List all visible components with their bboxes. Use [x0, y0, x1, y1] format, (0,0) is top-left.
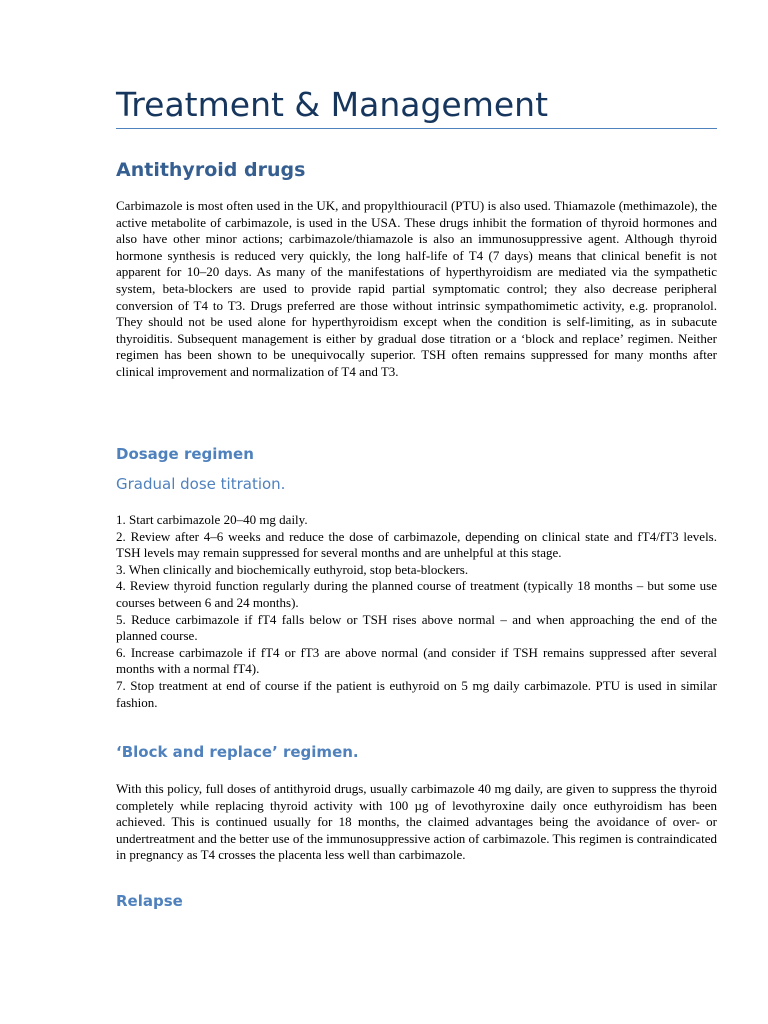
intro-paragraph: Carbimazole is most often used in the UK, and propylthiouracil (PTU) is also used. Thiamazole (methimazole), the active metabolite of carbimazole, is used in the USA. These drugs inhibit the formation of thyroid hormones and also have other minor actions; carbimazole/thiamazole is also an immunosuppressive agent. Although thyroid hormone synthesis is reduced very quickly, the long half-life of T4 (7 days) means that clinical benefit is not apparent for 10–20 days. As many of the manifestations of hyperthyroidism are mediated via the sympathetic system, beta-blockers are used to provide rapid partial symptomatic control; they also decrease peripheral conversion of T4 to T3. Drugs preferred are those without intrinsic sympathomimetic activity, e.g. propranolol. They should not be used alone for hyperthyroidism except when the condition is self-limiting, as in subacute thyroiditis. Subsequent management is either by gradual dose titration or a ‘block and replace’ regimen. Neither regimen has been shown to be unequivocally superior. TSH often remains suppressed for many months after clinical improvement and normalization of T4 and T3.: [116, 198, 717, 379]
title-underline: [116, 128, 717, 129]
heading-relapse: Relapse: [116, 892, 183, 910]
list-item: 3. When clinically and biochemically euthyroid, stop beta-blockers.: [116, 561, 469, 577]
list-item: 7. Stop treatment at end of course if the patient is euthyroid on 5 mg daily carbimazole. PTU is used in similar fashion.: [116, 677, 717, 710]
heading-dosage-regimen: Dosage regimen: [116, 445, 254, 463]
titration-steps-list: [116, 512, 717, 711]
list-item: 2. Review after 4–6 weeks and reduce the dose of carbimazole, depending on clinical state and fT4/fT3 levels. TSH levels may remain suppressed for several months and are unhelpful at this stage.: [116, 528, 717, 561]
heading-gradual-dose-titration: Gradual dose titration.: [116, 475, 286, 493]
block-replace-paragraph: With this policy, full doses of antithyroid drugs, usually carbimazole 40 mg daily, are given to suppress the thyroid completely while replacing thyroid activity with 100 µg of levothyroxine daily once euthyroidism has been achieved. This is continued usually for 18 months, the claimed advantages being the avoidance of over- or undertreatment and the better use of the immunosuppressive action of carbimazole. This regimen is contraindicated in pregnancy as T4 crosses the placenta less well than carbimazole.: [116, 781, 717, 863]
list-item: 4. Review thyroid function regularly during the planned course of treatment (typically 18 months – but some use courses between 6 and 24 months).: [116, 578, 717, 610]
section-heading-antithyroid-drugs: Antithyroid drugs: [116, 159, 306, 181]
list-item: 6. Increase carbimazole if fT4 or fT3 are above normal (and consider if TSH remains suppressed after several months with a normal fT4).: [116, 644, 717, 677]
heading-block-and-replace: ‘Block and replace’ regimen.: [116, 743, 359, 761]
list-item: 1. Start carbimazole 20–40 mg daily.: [116, 512, 308, 527]
list-item: 5. Reduce carbimazole if fT4 falls below or TSH rises above normal – and when approaching the end of the planned course.: [116, 611, 717, 644]
page-title: Treatment & Management: [116, 85, 549, 124]
